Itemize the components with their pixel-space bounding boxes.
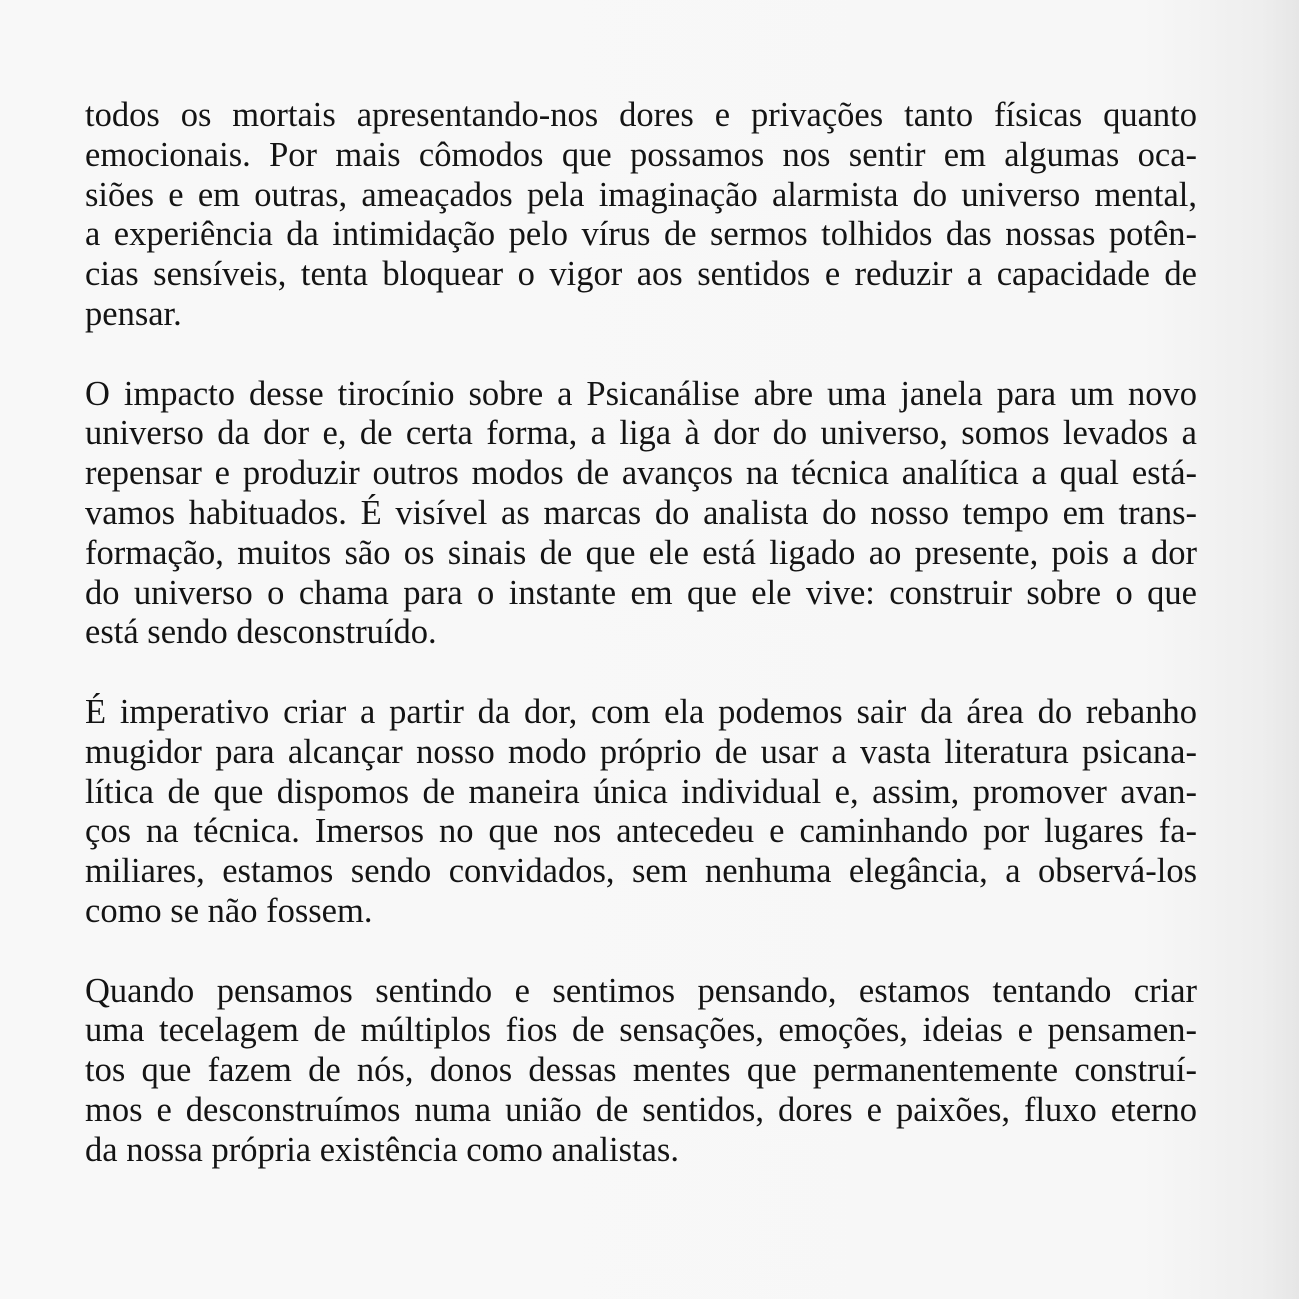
text-line: universo da dor e, de certa forma, a liga à dor do universo, somos levados a	[85, 414, 1197, 453]
paragraph-1	[85, 96, 1197, 335]
text-line: todos os mortais apresentando-nos dores e privações tanto físicas quanto	[85, 96, 1197, 134]
text-line: siões e em outras, ameaçados pela imaginação alarmista do universo mental,	[85, 175, 1197, 214]
text-line: vamos habituados. É visível as marcas do analista do nosso tempo em trans-	[85, 493, 1197, 532]
text-line: mos e desconstruímos numa união de sentidos, dores e paixões, fluxo eterno	[85, 1090, 1197, 1129]
text-line: mugidor para alcançar nosso modo próprio de usar a vasta literatura psicana-	[85, 732, 1197, 771]
text-line: formação, muitos são os sinais de que ele está ligado ao presente, pois a dor	[85, 533, 1197, 572]
text-line: está sendo desconstruído.	[85, 613, 437, 652]
text-line: O impacto desse tirocínio sobre a Psicanálise abre uma janela para um novo	[85, 374, 1197, 413]
text-line: É imperativo criar a partir da dor, com ela podemos sair da área do rebanho	[85, 692, 1197, 731]
text-line: repensar e produzir outros modos de avanços na técnica analítica a qual está-	[85, 454, 1197, 493]
text-line: como se não fossem.	[85, 891, 373, 930]
text-line: lítica de que dispomos de maneira única individual e, assim, promover avan-	[85, 772, 1197, 811]
text-line: cias sensíveis, tenta bloquear o vigor aos sentidos e reduzir a capacidade de	[85, 255, 1197, 294]
body-text	[85, 96, 1197, 1210]
text-line: ços na técnica. Imersos no que nos antecedeu e caminhando por lugares fa-	[85, 812, 1197, 851]
text-line: miliares, estamos sendo convidados, sem nenhuma elegância, a observá-los	[85, 852, 1197, 891]
text-line: emocionais. Por mais cômodos que possamos nos sentir em algumas oca-	[85, 135, 1197, 174]
paragraph-4	[85, 972, 1197, 1171]
text-line: a experiência da intimidação pelo vírus de sermos tolhidos das nossas potên-	[85, 215, 1197, 254]
text-line: pensar.	[85, 294, 182, 333]
paragraph-3	[85, 693, 1197, 932]
text-line: da nossa própria existência como analistas.	[85, 1130, 679, 1169]
text-line: Quando pensamos sentindo e sentimos pensando, estamos tentando criar	[85, 971, 1197, 1010]
text-line: tos que fazem de nós, donos dessas mentes que permanentemente construí-	[85, 1051, 1197, 1090]
paragraph-2	[85, 375, 1197, 654]
text-line: uma tecelagem de múltiplos fios de sensações, emoções, ideias e pensamen-	[85, 1011, 1197, 1050]
text-line: do universo o chama para o instante em que ele vive: construir sobre o que	[85, 573, 1197, 612]
